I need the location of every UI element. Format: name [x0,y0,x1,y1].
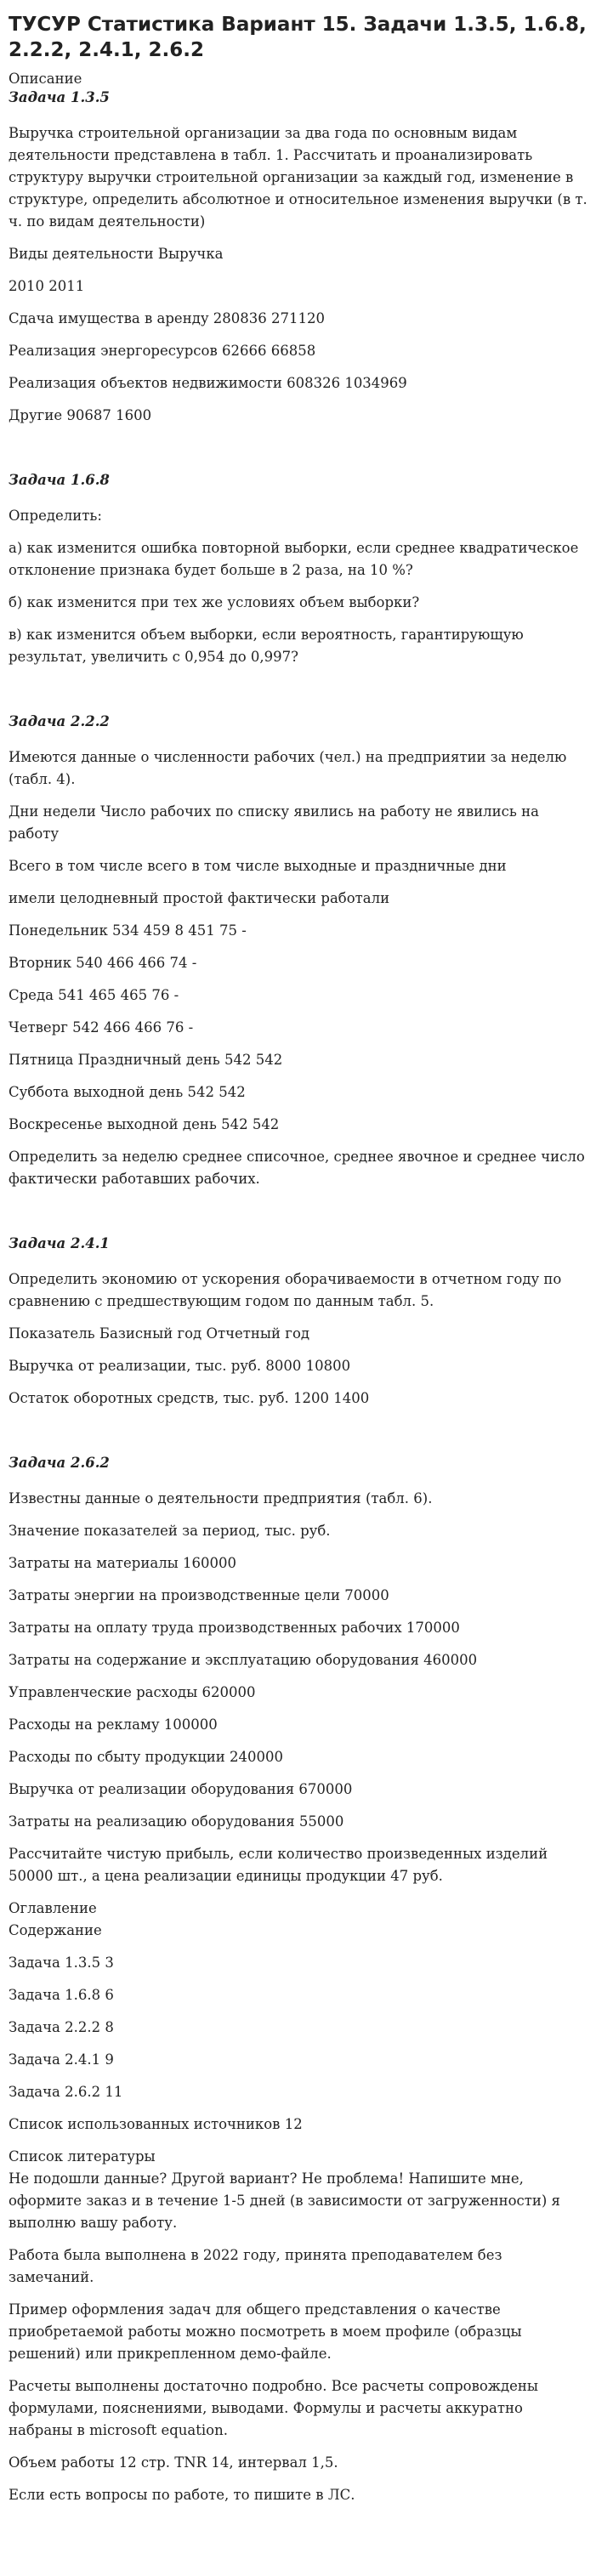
task-2-4-1 [9,1234,587,1410]
task-title: Задача 2.6.2 [9,1455,110,1471]
toc-item: Задача 2.2.2 8 [9,2019,114,2035]
task-paragraph: Затраты на оплату труда производственных рабочих 170000 [9,1620,460,1636]
toc-item: Задача 1.3.5 3 [9,1955,114,1971]
task-paragraph: Расходы по сбыту продукции 240000 [9,1749,284,1765]
task-title: Задача 1.6.8 [9,472,110,488]
task-paragraph: Известны данные о деятельности предприятия (табл. 6). [9,1490,433,1506]
task-paragraph: б) как изменится при тех же условиях объем выборки? [9,594,420,610]
task-paragraph: в) как изменится объем выборки, если вероятность, гарантирующую результат, увеличить с 0,954 до 0,997? [9,627,524,665]
task-paragraph: Управленческие расходы 620000 [9,1684,256,1700]
spacer [9,1200,587,1234]
task-title: Задача 2.4.1 [9,1235,110,1251]
task-paragraph: Затраты на содержание и эксплуатацию оборудования 460000 [9,1652,478,1668]
task-2-2-2 [9,712,587,1190]
task-paragraph: Выручка от реализации оборудования 670000 [9,1781,353,1797]
document-title: ТУСУР Статистика Вариант 15. Задачи 1.3.5, 1.6.8, 2.2.2, 2.4.1, 2.6.2 [9,14,587,61]
seller-notes [9,2146,587,2506]
toc-item: Задача 2.4.1 9 [9,2051,114,2068]
task-paragraph: Виды деятельности Выручка [9,246,224,262]
task-paragraph: имели целодневный простой фактически работали [9,890,390,906]
task-paragraph: Затраты энергии на производственные цели 70000 [9,1587,389,1603]
task-paragraph: Воскресенье выходной день 542 542 [9,1116,280,1132]
task-paragraph: Дни недели Число рабочих по списку явились на работу не явились на работу [9,803,539,842]
task-paragraph: Суббота выходной день 542 542 [9,1084,246,1100]
task-paragraph: Всего в том числе всего в том числе выходные и праздничные дни [9,858,507,874]
toc-item: Задача 2.6.2 11 [9,2084,123,2100]
task-paragraph: Определить: [9,508,102,524]
task-paragraph: Четверг 542 466 466 76 - [9,1019,194,1036]
note-paragraph: Объем работы 12 стр. TNR 14, интервал 1,5. [9,2454,338,2471]
task-1-3-5 [9,88,587,427]
task-paragraph: Показатель Базисный год Отчетный год [9,1325,310,1342]
table-of-contents [9,1898,587,2136]
task-paragraph: Определить за неделю среднее списочное, среднее явочное и среднее число фактически работавших рабочих. [9,1149,585,1187]
task-paragraph: 2010 2011 [9,278,85,294]
task-paragraph: Выручка от реализации, тыс. руб. 8000 10800 [9,1358,351,1374]
note-paragraph: Пример оформления задач для общего представления о качестве приобретаемой работы можно посмотреть в моем профиле (образцы решений) или прикрепленном демо-файле. [9,2301,522,2362]
task-paragraph: Определить экономию от ускорения оборачиваемости в отчетном году по сравнению с предшествующим годом по данным табл. 5. [9,1271,562,1309]
task-paragraph: Выручка строительной организации за два года по основным видам деятельности представлена в табл. 1. Рассчитать и проанализировать структуру выручки строительной организации за каждый год, изменение в структуре, определить абсолютное и относительное изменения выручки (в т. ч. по видам деятельности) [9,125,587,230]
task-paragraph: Рассчитайте чистую прибыль, если количество произведенных изделий 50000 шт., а цена реализации единицы продукции 47 руб. [9,1846,548,1884]
task-paragraph: Остаток оборотных средств, тыс. руб. 1200 1400 [9,1390,370,1406]
note-paragraph: Работа была выполнена в 2022 году, принята преподавателем без замечаний. [9,2247,502,2285]
task-title: Задача 1.3.5 [9,89,110,105]
task-title: Задача 2.2.2 [9,713,110,729]
toc-label: Оглавление [9,1900,97,1916]
spacer [9,678,587,712]
task-paragraph: Расходы на рекламу 100000 [9,1716,218,1733]
spacer [9,437,587,471]
task-paragraph: Другие 90687 1600 [9,407,152,423]
note-paragraph: Расчеты выполнены достаточно подробно. Все расчеты сопровождены формулами, пояснениями, выводами. Формулы и расчеты аккуратно набраны в microsoft equation. [9,2378,539,2438]
toc-item: Список использованных источников 12 [9,2116,303,2132]
toc-heading: Содержание [9,1922,102,1938]
task-2-6-2 [9,1454,587,1887]
task-paragraph: Вторник 540 466 466 74 - [9,955,197,971]
task-paragraph: Реализация объектов недвижимости 608326 1034969 [9,375,407,391]
task-paragraph: Имеются данные о численности рабочих (чел.) на предприятии за неделю (табл. 4). [9,749,567,787]
task-paragraph: Понедельник 534 459 8 451 75 - [9,922,247,939]
task-paragraph: Затраты на реализацию оборудования 55000 [9,1813,344,1830]
toc-item: Задача 1.6.8 6 [9,1987,114,2003]
literature-label: Список литературы [9,2148,156,2165]
task-paragraph: Среда 541 465 465 76 - [9,987,179,1003]
task-paragraph: Значение показателей за период, тыс. руб. [9,1523,331,1539]
task-paragraph: Сдача имущества в аренду 280836 271120 [9,310,326,326]
spacer [9,1420,587,1454]
task-paragraph: Затраты на материалы 160000 [9,1555,237,1571]
description-label: Описание [9,71,82,87]
note-paragraph: Если есть вопросы по работе, то пишите в ЛС. [9,2487,355,2503]
task-paragraph: Реализация энергоресурсов 62666 66858 [9,343,316,359]
note-paragraph: Не подошли данные? Другой вариант? Не проблема! Напишите мне, оформите заказ и в течение 1-5 дней (в зависимости от загруженности) я выполню вашу работу. [9,2170,560,2231]
task-1-6-8 [9,471,587,668]
task-paragraph: Пятница Праздничный день 542 542 [9,1052,283,1068]
task-paragraph: а) как изменится ошибка повторной выборки, если среднее квадратическое отклонение признака будет больше в 2 раза, на 10 %? [9,540,579,578]
